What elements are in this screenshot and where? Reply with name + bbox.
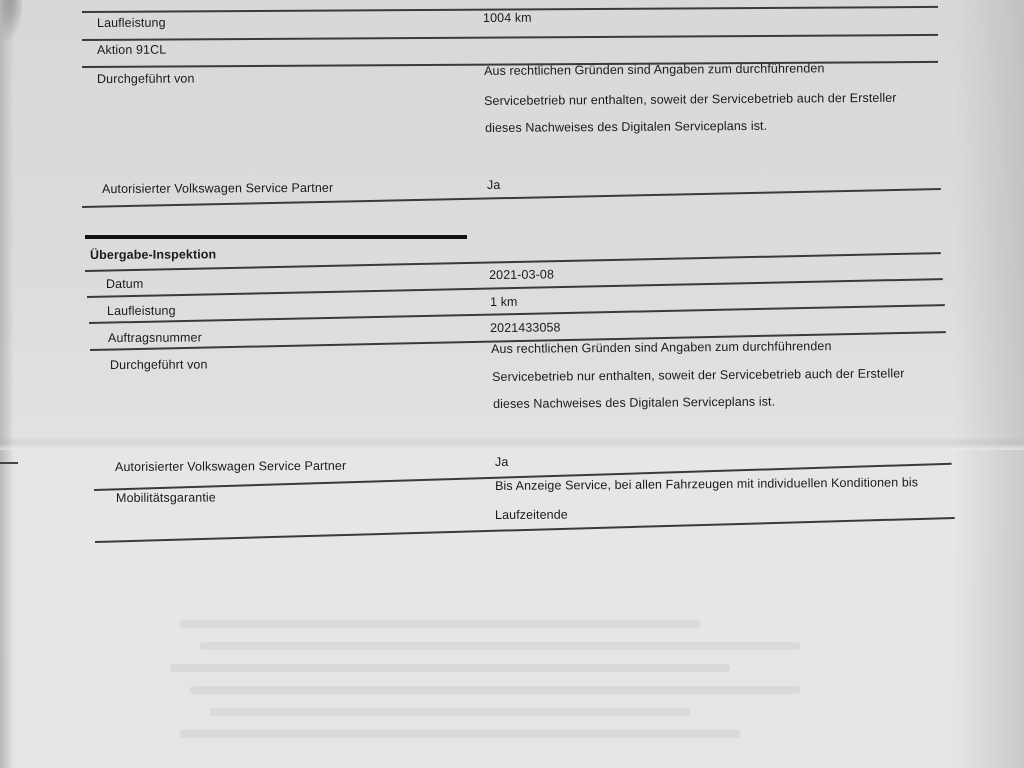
section-title: Übergabe-Inspektion bbox=[89, 247, 217, 262]
row-value-mobilitaetsgarantie-line1: Bis Anzeige Service, bei allen Fahrzeugen mit individuellen Konditionen bis bbox=[494, 475, 919, 493]
bleed-through-area bbox=[60, 580, 960, 768]
page-edge-shadow-right bbox=[954, 0, 1024, 768]
row-value-durchgefuehrt-2-line3: dieses Nachweises des Digitalen Serviceplans ist. bbox=[492, 394, 776, 411]
row-value-mobilitaetsgarantie-line2: Laufzeitende bbox=[494, 507, 568, 522]
margin-mark bbox=[0, 462, 18, 464]
row-label-laufleistung: Laufleistung bbox=[96, 15, 166, 30]
row-label-auftragsnummer: Auftragsnummer bbox=[107, 330, 202, 345]
row-label-mobilitaetsgarantie: Mobilitätsgarantie bbox=[115, 490, 216, 505]
row-label-partner-2: Autorisierter Volkswagen Service Partner bbox=[114, 458, 347, 474]
row-value-durchgefuehrt-2-line1: Aus rechtlichen Gründen sind Angaben zum durchführenden bbox=[490, 339, 832, 356]
row-value-laufleistung-2: 1 km bbox=[489, 294, 518, 309]
row-value-durchgefuehrt-2-line2: Servicebetrieb nur enthalten, soweit der Servicebetrieb auch der Ersteller bbox=[491, 366, 905, 384]
page-edge-shadow bbox=[0, 0, 14, 768]
row-value-auftragsnummer: 2021433058 bbox=[489, 320, 561, 335]
row-label-partner: Autorisierter Volkswagen Service Partner bbox=[101, 180, 334, 196]
table-rule bbox=[82, 34, 938, 41]
row-label-durchgefuehrt-2: Durchgeführt von bbox=[109, 357, 208, 372]
row-label-durchgefuehrt: Durchgeführt von bbox=[96, 71, 195, 86]
row-value-partner-2: Ja bbox=[494, 454, 509, 469]
row-label-datum: Datum bbox=[105, 276, 144, 291]
row-value-durchgefuehrt-line2: Servicebetrieb nur enthalten, soweit der Servicebetrieb auch der Ersteller bbox=[483, 90, 897, 108]
row-value-durchgefuehrt-line3: dieses Nachweises des Digitalen Serviceplans ist. bbox=[484, 118, 768, 135]
section-title-rule bbox=[85, 235, 467, 239]
paper-fold bbox=[0, 436, 1024, 450]
row-value-datum: 2021-03-08 bbox=[488, 267, 555, 282]
row-value-durchgefuehrt-line1: Aus rechtlichen Gründen sind Angaben zum durchführenden bbox=[483, 61, 825, 78]
row-value-laufleistung: 1004 km bbox=[482, 10, 532, 25]
row-label-laufleistung-2: Laufleistung bbox=[106, 303, 176, 318]
row-value-partner: Ja bbox=[486, 177, 501, 192]
row-label-aktion: Aktion 91CL bbox=[96, 42, 167, 57]
